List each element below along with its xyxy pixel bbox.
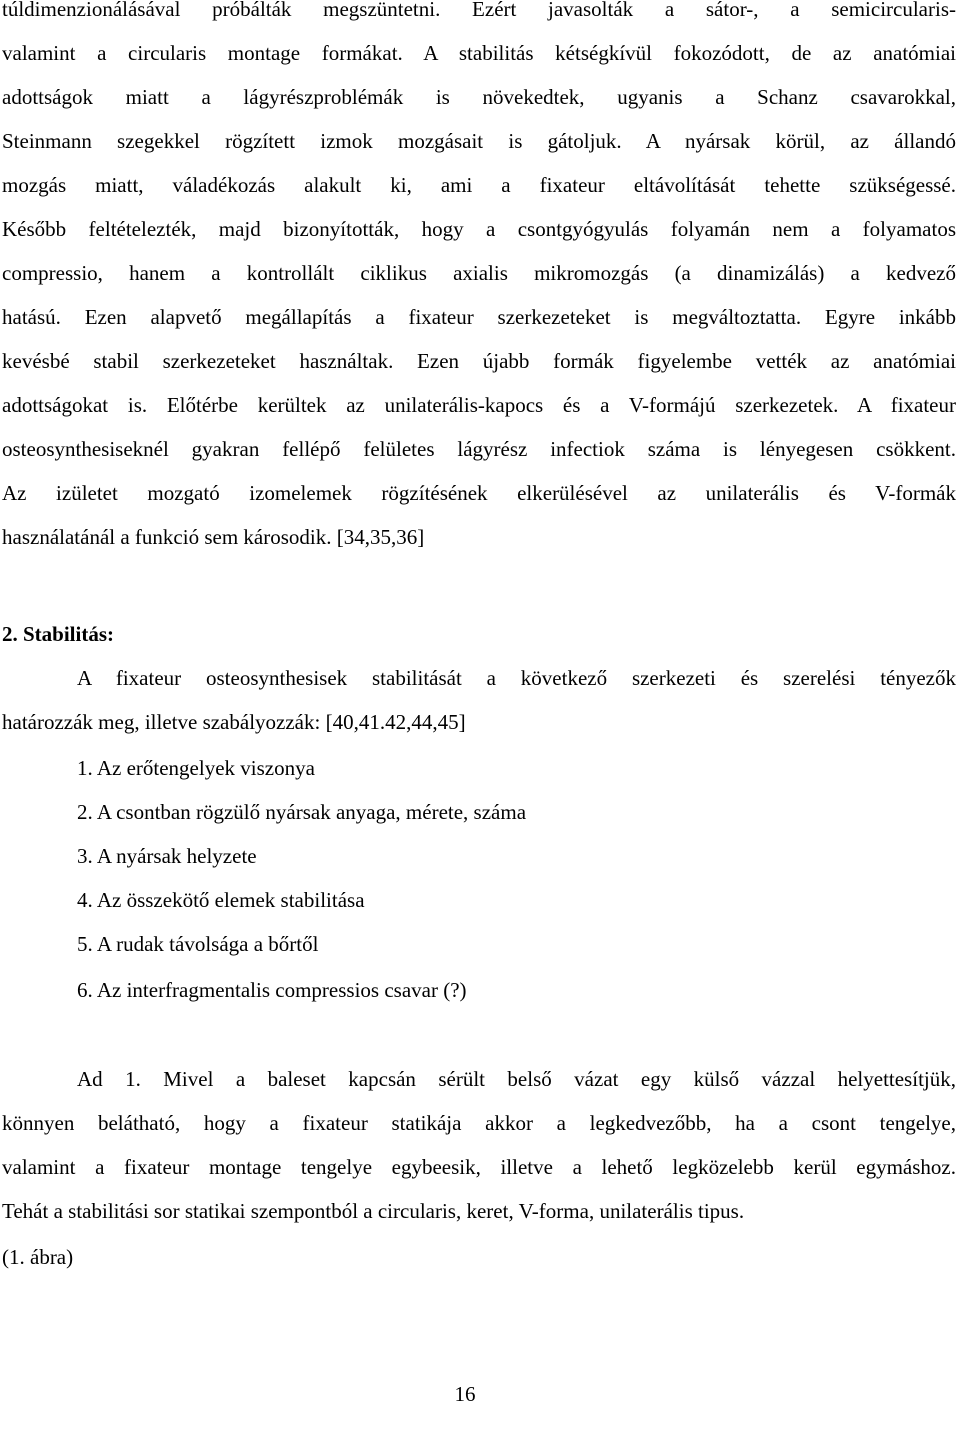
text-line: adottságok miatt a lágyrészproblémák is növekedtek, ugyanis a Schanz csavarokkal, [2,85,956,109]
list-item: 4. Az összekötő elemek stabilitása [77,888,365,912]
text-line: adottságokat is. Előtérbe kerültek az unilaterális-kapocs és a V-formájú szerkezetek. A fixateur [2,393,956,417]
text-line: compressio, hanem a kontrollált ciklikus axialis mikromozgás (a dinamizálás) a kedvező [2,261,956,285]
text-line: Később feltételezték, majd bizonyították, hogy a csontgyógyulás folyamán nem a folyamatos [2,217,956,241]
list-item: 3. A nyársak helyzete [77,844,257,868]
text-line: túldimenzionálásával próbálták megszüntetni. Ezért javasolták a sátor-, a semicircularis- [2,0,956,21]
figure-reference: (1. ábra) [2,1245,74,1269]
text-line: mozgás miatt, váladékozás alakult ki, ami a fixateur eltávolítását tehette szükségessé. [2,173,956,197]
text-line: Ad 1. Mivel a baleset kapcsán sérült belső vázat egy külső vázzal helyettesítjük, [77,1067,956,1091]
text-line: határozzák meg, illetve szabályozzák: [40,41.42,44,45] [2,710,466,734]
text-line: A fixateur osteosynthesisek stabilitását a következő szerkezeti és szerelési tényezők [77,666,956,690]
page-number: 16 [454,1382,476,1406]
text-line: Az izületet mozgató izomelemek rögzítésének elkerülésével az unilaterális és V-formák [2,481,956,505]
text-line: valamint a circularis montage formákat. A stabilitás kétségkívül fokozódott, de az anatómiai [2,41,956,65]
text-line: valamint a fixateur montage tengelye egybeesik, illetve a lehető legközelebb kerül egymáshoz. [2,1155,956,1179]
text-line: könnyen belátható, hogy a fixateur statikája akkor a legkedvezőbb, ha a csont tengelye, [2,1111,956,1135]
list-item: 1. Az erőtengelyek viszonya [77,756,315,780]
list-item: 5. A rudak távolsága a bőrtől [77,932,319,956]
section-heading: 2. Stabilitás: [2,622,115,646]
text-line: Steinmann szegekkel rögzített izmok mozgásait is gátoljuk. A nyársak körül, az állandó [2,129,956,153]
text-line: osteosynthesiseknél gyakran fellépő felületes lágyrész infectiok száma is lényegesen csökkent. [2,437,956,461]
text-line: használatánál a funkció sem károsodik. [34,35,36] [2,525,425,549]
text-line: kevésbé stabil szerkezeteket használtak. Ezen újabb formák figyelembe vették az anatómiai [2,349,956,373]
text-line: hatású. Ezen alapvető megállapítás a fixateur szerkezeteket is megváltoztatta. Egyre inkább [2,305,956,329]
text-line: Tehát a stabilitási sor statikai szempontból a circularis, keret, V-forma, unilaterális tipus. [2,1199,745,1223]
list-item: 6. Az interfragmentalis compressios csavar (?) [77,978,467,1002]
list-item: 2. A csontban rögzülő nyársak anyaga, mérete, száma [77,800,527,824]
